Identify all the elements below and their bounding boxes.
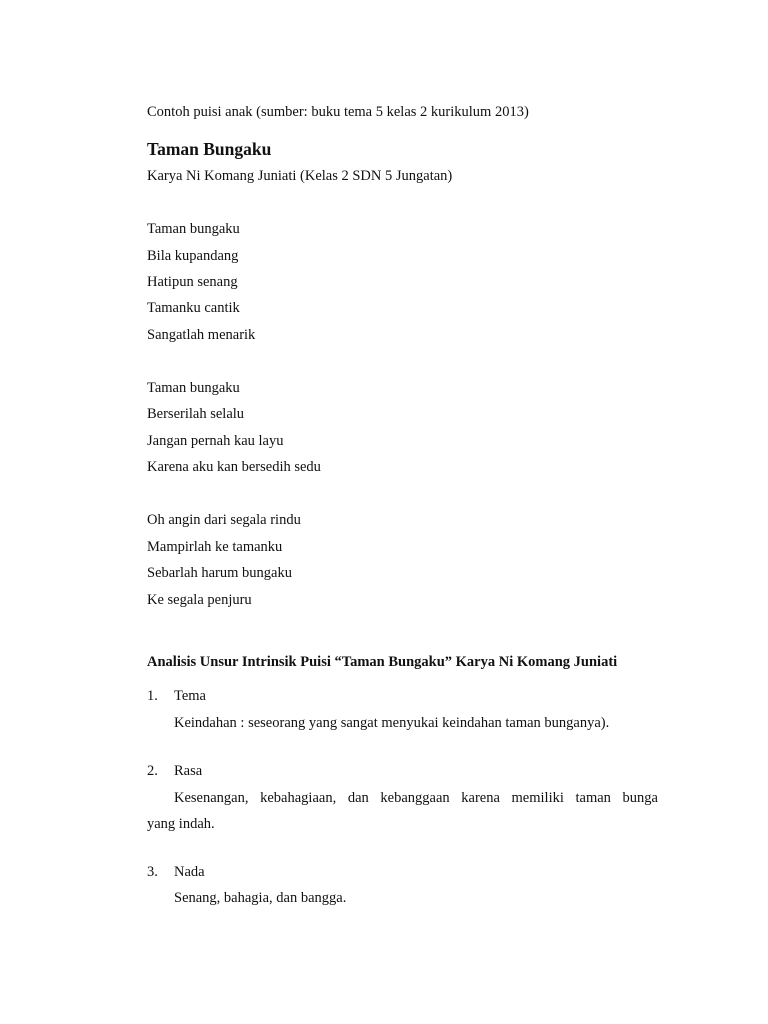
poem-line: Sangatlah menarik bbox=[147, 327, 256, 343]
item-number: 2. bbox=[147, 763, 158, 779]
item-text: Kesenangan, kebahagiaan, dan kebanggaan karena memiliki taman bunga bbox=[174, 790, 658, 806]
poem-line: Bila kupandang bbox=[147, 248, 239, 264]
poem-line: Sebarlah harum bungaku bbox=[147, 565, 292, 581]
item-number: 3. bbox=[147, 864, 158, 880]
poem-line: Taman bungaku bbox=[147, 221, 240, 237]
poem-line: Ke segala penjuru bbox=[147, 592, 252, 608]
poem-line: Mampirlah ke tamanku bbox=[147, 539, 283, 555]
poem-title: Taman Bungaku bbox=[147, 139, 272, 159]
item-text-continued: yang indah. bbox=[147, 816, 215, 832]
analysis-heading: Analisis Unsur Intrinsik Puisi “Taman Bungaku” Karya Ni Komang Juniati bbox=[147, 654, 618, 670]
poem-line: Oh angin dari segala rindu bbox=[147, 512, 301, 528]
item-label: Tema bbox=[174, 688, 206, 704]
poem-author: Karya Ni Komang Juniati (Kelas 2 SDN 5 Jungatan) bbox=[147, 168, 453, 184]
item-text: Senang, bahagia, dan bangga. bbox=[174, 890, 347, 906]
intro-text: Contoh puisi anak (sumber: buku tema 5 kelas 2 kurikulum 2013) bbox=[147, 104, 529, 120]
poem-line: Berserilah selalu bbox=[147, 406, 245, 422]
item-text: Keindahan : seseorang yang sangat menyukai keindahan taman bunganya). bbox=[174, 715, 610, 731]
poem-line: Karena aku kan bersedih sedu bbox=[147, 459, 321, 475]
poem-line: Hatipun senang bbox=[147, 274, 238, 290]
item-label: Nada bbox=[174, 864, 205, 880]
item-number: 1. bbox=[147, 688, 158, 704]
poem-line: Taman bungaku bbox=[147, 380, 240, 396]
item-label: Rasa bbox=[174, 763, 203, 779]
poem-line: Tamanku cantik bbox=[147, 300, 240, 316]
poem-line: Jangan pernah kau layu bbox=[147, 433, 284, 449]
